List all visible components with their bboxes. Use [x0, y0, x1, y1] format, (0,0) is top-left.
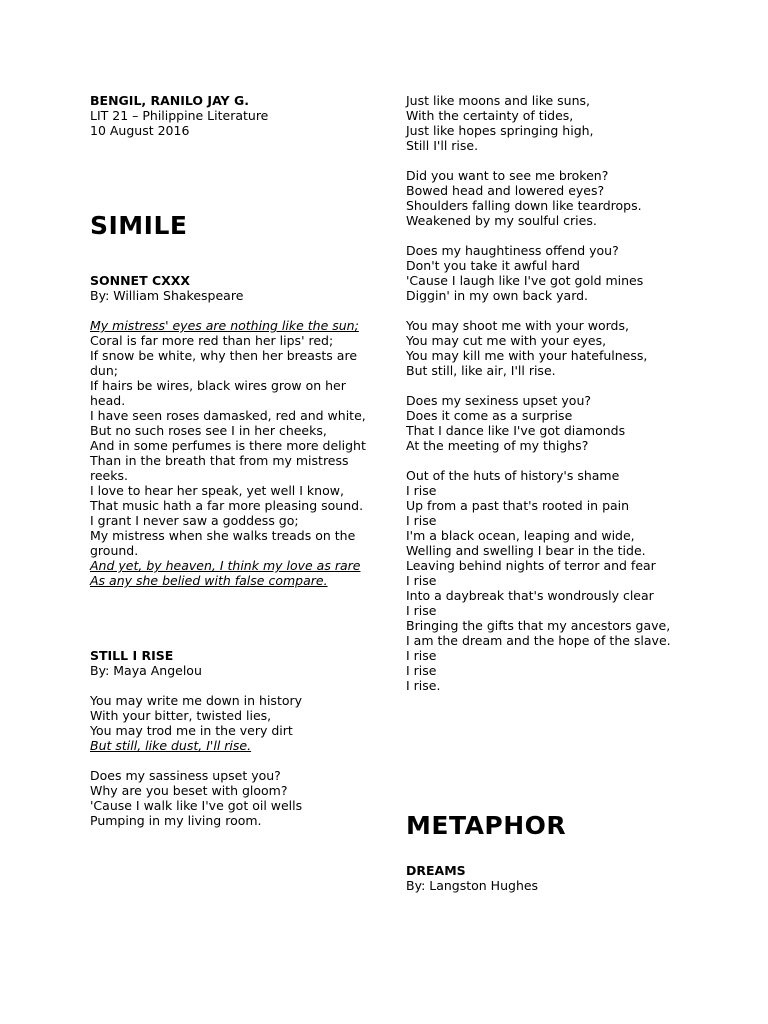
poem-line: You may cut me with your eyes,	[406, 333, 607, 348]
poem-line: Does my sassiness upset you?	[90, 768, 281, 783]
course: LIT 21 – Philippine Literature	[90, 108, 269, 123]
poem-line: You may kill me with your hatefulness,	[406, 348, 648, 363]
poem-line: Does my haughtiness offend you?	[406, 243, 619, 258]
poem-line: With your bitter, twisted lies,	[90, 708, 272, 723]
sonnet-line: But no such roses see I in her cheeks,	[90, 423, 327, 438]
poem-line: That I dance like I've got diamonds	[406, 423, 626, 438]
sonnet-line: And yet, by heaven, I think my love as rare	[90, 558, 361, 573]
poem-line: You may trod me in the very dirt	[90, 723, 293, 738]
dreams-author: By: Langston Hughes	[406, 878, 539, 893]
sonnet-title: SONNET CXXX	[90, 273, 191, 288]
right-column	[406, 93, 706, 893]
poem-line: Just like hopes springing high,	[406, 123, 594, 138]
poem-line: I rise	[406, 513, 437, 528]
poem-line: Pumping in my living room.	[90, 813, 262, 828]
sonnet-line: My mistress' eyes are nothing like the sun;	[90, 318, 359, 333]
metaphor-heading: METAPHOR	[406, 811, 567, 840]
poem-line: I rise	[406, 648, 437, 663]
poem-line: Into a daybreak that's wondrously clear	[406, 588, 654, 603]
date: 10 August 2016	[90, 123, 190, 138]
still-i-rise-title: STILL I RISE	[90, 648, 174, 663]
poem-line: I'm a black ocean, leaping and wide,	[406, 528, 635, 543]
poem-line: Why are you beset with gloom?	[90, 783, 288, 798]
sonnet-line: My mistress when she walks treads on the ground.	[90, 528, 356, 558]
poem-line: Does my sexiness upset you?	[406, 393, 591, 408]
poem-line: Bringing the gifts that my ancestors gave,	[406, 618, 671, 633]
poem-line: At the meeting of my thighs?	[406, 438, 589, 453]
sonnet-line: I have seen roses damasked, red and white,	[90, 408, 366, 423]
poem-line: Still I'll rise.	[406, 138, 479, 153]
sonnet-line: Than in the breath that from my mistress reeks.	[90, 453, 349, 483]
poem-line: I rise	[406, 573, 437, 588]
dreams-title: DREAMS	[406, 863, 466, 878]
poem-line: Does it come as a surprise	[406, 408, 573, 423]
sonnet-line: If hairs be wires, black wires grow on her head.	[90, 378, 346, 408]
simile-heading: SIMILE	[90, 211, 188, 240]
poem-line: I am the dream and the hope of the slave.	[406, 633, 671, 648]
poem-line: I rise.	[406, 678, 441, 693]
student-name: BENGIL, RANILO JAY G.	[90, 93, 249, 108]
poem-line: Diggin' in my own back yard.	[406, 288, 589, 303]
poem-line: Just like moons and like suns,	[406, 93, 591, 108]
poem-line: Out of the huts of history's shame	[406, 468, 620, 483]
sonnet-author: By: William Shakespeare	[90, 288, 244, 303]
poem-line: But still, like air, I'll rise.	[406, 363, 556, 378]
sonnet-line: As any she belied with false compare.	[90, 573, 328, 588]
poem-line: 'Cause I laugh like I've got gold mines	[406, 273, 644, 288]
poem-line: I rise	[406, 663, 437, 678]
poem-line: You may write me down in history	[90, 693, 303, 708]
left-column	[90, 93, 380, 828]
poem-line: Did you want to see me broken?	[406, 168, 609, 183]
poem-line: You may shoot me with your words,	[406, 318, 629, 333]
poem-line: With the certainty of tides,	[406, 108, 574, 123]
sonnet-line: If snow be white, why then her breasts are dun;	[90, 348, 358, 378]
poem-line: I rise	[406, 603, 437, 618]
poem-line: 'Cause I walk like I've got oil wells	[90, 798, 303, 813]
poem-line: Shoulders falling down like teardrops.	[406, 198, 642, 213]
poem-line: Bowed head and lowered eyes?	[406, 183, 605, 198]
sonnet-line: Coral is far more red than her lips' red;	[90, 333, 334, 348]
sonnet-line: I grant I never saw a goddess go;	[90, 513, 299, 528]
poem-line: Up from a past that's rooted in pain	[406, 498, 630, 513]
poem-line: Welling and swelling I bear in the tide.	[406, 543, 646, 558]
sonnet-line: I love to hear her speak, yet well I know,	[90, 483, 344, 498]
poem-line: Weakened by my soulful cries.	[406, 213, 597, 228]
sonnet-line: And in some perfumes is there more delight	[90, 438, 366, 453]
poem-line: But still, like dust, I'll rise.	[90, 738, 252, 753]
poem-line: Leaving behind nights of terror and fear	[406, 558, 656, 573]
still-i-rise-author: By: Maya Angelou	[90, 663, 202, 678]
sonnet-line: That music hath a far more pleasing sound.	[90, 498, 364, 513]
poem-line: I rise	[406, 483, 437, 498]
poem-line: Don't you take it awful hard	[406, 258, 580, 273]
